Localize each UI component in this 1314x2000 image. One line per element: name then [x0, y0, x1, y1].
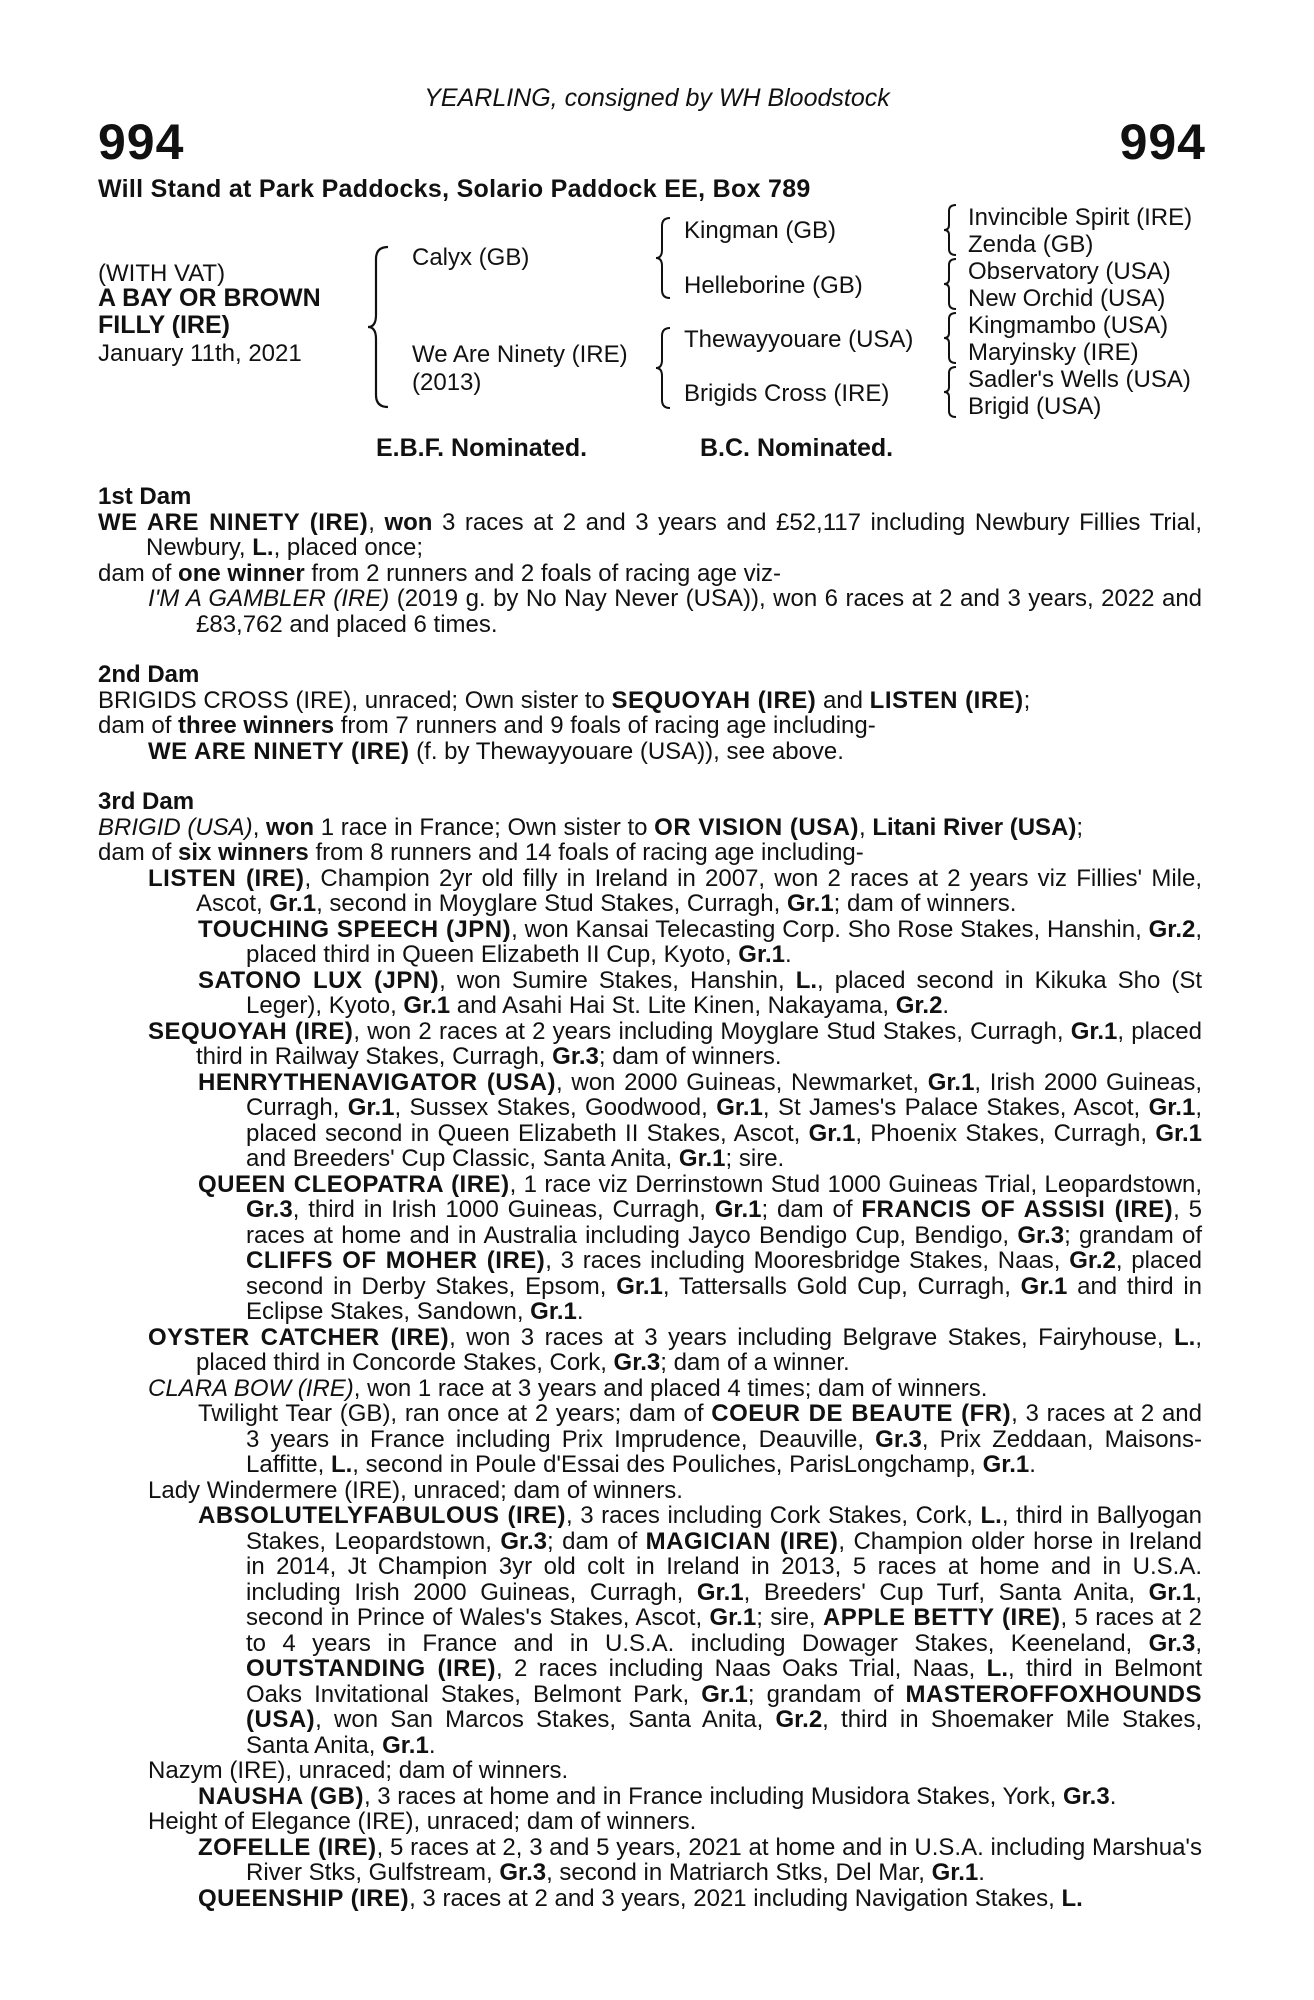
produce-lady-windermere: Lady Windermere (IRE), unraced; dam of winners. — [148, 1476, 683, 1504]
produce-oyster-catcher: OYSTER CATCHER (IRE), won 3 races at 3 years including Belgrave Stakes, Fairyhouse, L., placed third in Concorde Stakes, Cork, Gr.3; dam of a winner. — [148, 1323, 1203, 1376]
first-dam-foal-1: I'M A GAMBLER (IRE) (2019 g. by No Nay Never (USA)), won 6 races at 2 and 3 years, 2022 and £83,762 and placed 6 times. — [148, 585, 1203, 638]
stand-location: Will Stand at Park Paddocks, Solario Paddock EE, Box 789 — [98, 175, 811, 203]
horse-description-1: A BAY OR BROWN — [98, 284, 321, 312]
pedigree-brace-sire — [654, 216, 676, 300]
produce-nazym: Nazym (IRE), unraced; dam of winners. — [148, 1757, 569, 1784]
produce-nausha: NAUSHA (GB), 3 races at home and in France including Musidora Stakes, York, Gr.3. — [198, 1782, 1117, 1810]
vat-label: (WITH VAT) — [98, 260, 226, 287]
first-dam-heading: 1st Dam — [98, 483, 192, 510]
produce-queenship: QUEENSHIP (IRE), 3 races at 2 and 3 years, 2021 including Navigation Stakes, L. — [198, 1884, 1083, 1912]
horse-description-2: FILLY (IRE) — [98, 311, 230, 339]
pedigree-brace-dam — [654, 326, 676, 410]
lot-number-left: 994 — [98, 114, 185, 170]
produce-satono-lux: SATONO LUX (JPN), won Sumire Stakes, Hanshin, L., placed second in Kikuka Sho (St Leger), Kyoto, Gr.1 and Asahi Hai St. Lite Kinen, Nakayama, Gr.2. — [198, 966, 1202, 1019]
ggp-4: New Orchid (USA) — [968, 285, 1166, 312]
produce-record — [98, 484, 1202, 1911]
lot-number-right: 994 — [1119, 114, 1206, 170]
produce-listen: LISTEN (IRE), Champion 2yr old filly in Ireland in 2007, won 2 races at 2 years viz Fillies' Mile, Ascot, Gr.1, second in Moyglare Stud Stakes, Curragh, Gr.1; dam of winners. — [148, 864, 1202, 917]
produce-clara-bow: CLARA BOW (IRE), won 1 race at 3 years and placed 4 times; dam of winners. — [148, 1374, 988, 1402]
ebf-nomination: E.B.F. Nominated. — [376, 434, 588, 462]
ggp-6: Maryinsky (IRE) — [968, 339, 1139, 366]
pedigree-brace-ggp-1 — [942, 203, 960, 257]
first-dam-entry: WE ARE NINETY (IRE), won 3 races at 2 and 3 years and £52,117 including Newbury Fillies Trial, Newbury, L., placed once; — [98, 508, 1203, 561]
second-dam-entry: BRIGIDS CROSS (IRE), unraced; Own sister to SEQUOYAH (IRE) and LISTEN (IRE); — [98, 686, 1031, 714]
first-dam-produce-summary: dam of one winner from 2 runners and 2 foals of racing age viz- — [98, 559, 781, 587]
produce-queen-cleopatra: QUEEN CLEOPATRA (IRE), 1 race viz Derrinstown Stud 1000 Guineas Trial, Leopardstown, Gr.3, third in Irish 1000 Guineas, Curragh, Gr.1; dam of FRANCIS OF ASSISI (IRE), 5 races at home and in Australia including Jayco Bendigo Cup, Bendigo, Gr.3; grandam of CLIFFS OF MOHER (IRE), 3 races including Mooresbridge Stakes, Naas, Gr.2, placed second in Derby Stakes, Epsom, Gr.1, Tattersalls Gold Cup, Curragh, Gr.1 and third in Eclipse Stakes, Sandown, Gr.1. — [198, 1170, 1203, 1325]
pedigree-brace-ggp-4 — [942, 365, 960, 419]
dam-year: (2013) — [412, 369, 482, 396]
produce-twilight-tear: Twilight Tear (GB), ran once at 2 years; dam of COEUR DE BEAUTE (FR), 3 races at 2 and 3 years in France including Prix Imprudence, Deauville, Gr.3, Prix Zeddaan, Maisons-Laffitte, L., second in Poule d'Essai des Pouliches, ParisLongchamp, Gr.1. — [198, 1400, 1202, 1478]
pedigree-brace-ggp-3 — [942, 311, 960, 365]
pedigree-table — [0, 0, 1314, 460]
ggp-3: Observatory (USA) — [968, 258, 1171, 285]
pedigree-brace-main — [366, 245, 396, 410]
second-dam-foal-1: WE ARE NINETY (IRE) (f. by Thewayyouare (USA)), see above. — [148, 737, 844, 765]
produce-height-of-elegance: Height of Elegance (IRE), unraced; dam of winners. — [148, 1808, 697, 1835]
third-dam-produce-summary: dam of six winners from 8 runners and 14 foals of racing age including- — [98, 839, 864, 866]
second-dam-heading: 2nd Dam — [98, 661, 200, 688]
produce-touching-speech: TOUCHING SPEECH (JPN), won Kansai Telecasting Corp. Sho Rose Stakes, Hanshin, Gr.2, placed third in Queen Elizabeth II Cup, Kyoto, Gr.1. — [198, 915, 1203, 968]
produce-henrythenavigator: HENRYTHENAVIGATOR (USA), won 2000 Guineas, Newmarket, Gr.1, Irish 2000 Guineas, Curragh, Gr.1, Sussex Stakes, Goodwood, Gr.1, St James's Palace Stakes, Ascot, Gr.1, placed second in Queen Elizabeth II Stakes, Ascot, Gr.1, Phoenix Stakes, Curragh, Gr.1 and Breeders' Cup Classic, Santa Anita, Gr.1; sire. — [198, 1068, 1203, 1172]
ggp-8: Brigid (USA) — [968, 393, 1102, 420]
ggp-1: Invincible Spirit (IRE) — [968, 204, 1193, 231]
foaling-date: January 11th, 2021 — [98, 340, 302, 367]
dam-dam: Brigids Cross (IRE) — [684, 380, 890, 407]
produce-zofelle: ZOFELLE (IRE), 5 races at 2, 3 and 5 years, 2021 at home and in U.S.A. including Marshua's River Stks, Gulfstream, Gr.3, second in Matriarch Stks, Del Mar, Gr.1. — [198, 1833, 1202, 1886]
dam-name: We Are Ninety (IRE) — [412, 341, 628, 368]
third-dam-entry: BRIGID (USA), won 1 race in France; Own sister to OR VISION (USA), Litani River (USA); — [98, 813, 1084, 841]
ggp-7: Sadler's Wells (USA) — [968, 366, 1191, 393]
ggp-2: Zenda (GB) — [968, 231, 1094, 258]
second-dam-produce-summary: dam of three winners from 7 runners and 9 foals of racing age including- — [98, 712, 876, 739]
third-dam-heading: 3rd Dam — [98, 788, 195, 815]
sire-dam: Helleborine (GB) — [684, 272, 863, 299]
bc-nomination: B.C. Nominated. — [700, 434, 894, 462]
produce-absolutelyfabulous: ABSOLUTELYFABULOUS (IRE), 3 races including Cork Stakes, Cork, L., third in Ballyogan Stakes, Leopardstown, Gr.3; dam of MAGICIAN (IRE), Champion older horse in Ireland in 2014, Jt Champion 3yr old colt in Ireland in 2013, 5 races at home and in U.S.A. including Irish 2000 Guineas, Curragh, Gr.1, Breeders' Cup Turf, Santa Anita, Gr.1, second in Prince of Wales's Stakes, Ascot, Gr.1; sire, APPLE BETTY (IRE), 5 races at 2 to 4 years in France and in U.S.A. including Dowager Stakes, Keeneland, Gr.3, OUTSTANDING (IRE), 2 races including Naas Oaks Trial, Naas, L., third in Belmont Oaks Invitational Stakes, Belmont Park, Gr.1; grandam of MASTEROFFOXHOUNDS (USA), won San Marcos Stakes, Santa Anita, Gr.2, third in Shoemaker Mile Stakes, Santa Anita, Gr.1. — [198, 1502, 1203, 1759]
produce-sequoyah: SEQUOYAH (IRE), won 2 races at 2 years including Moyglare Stud Stakes, Curragh, Gr.1, placed third in Railway Stakes, Curragh, Gr.3; dam of winners. — [148, 1017, 1202, 1070]
sire-name: Calyx (GB) — [412, 244, 530, 271]
sire-sire: Kingman (GB) — [684, 217, 837, 244]
dam-sire: Thewayyouare (USA) — [684, 326, 914, 353]
ggp-5: Kingmambo (USA) — [968, 312, 1169, 339]
pedigree-brace-ggp-2 — [942, 257, 960, 311]
consignment-line: YEARLING, consigned by WH Bloodstock — [424, 84, 890, 112]
